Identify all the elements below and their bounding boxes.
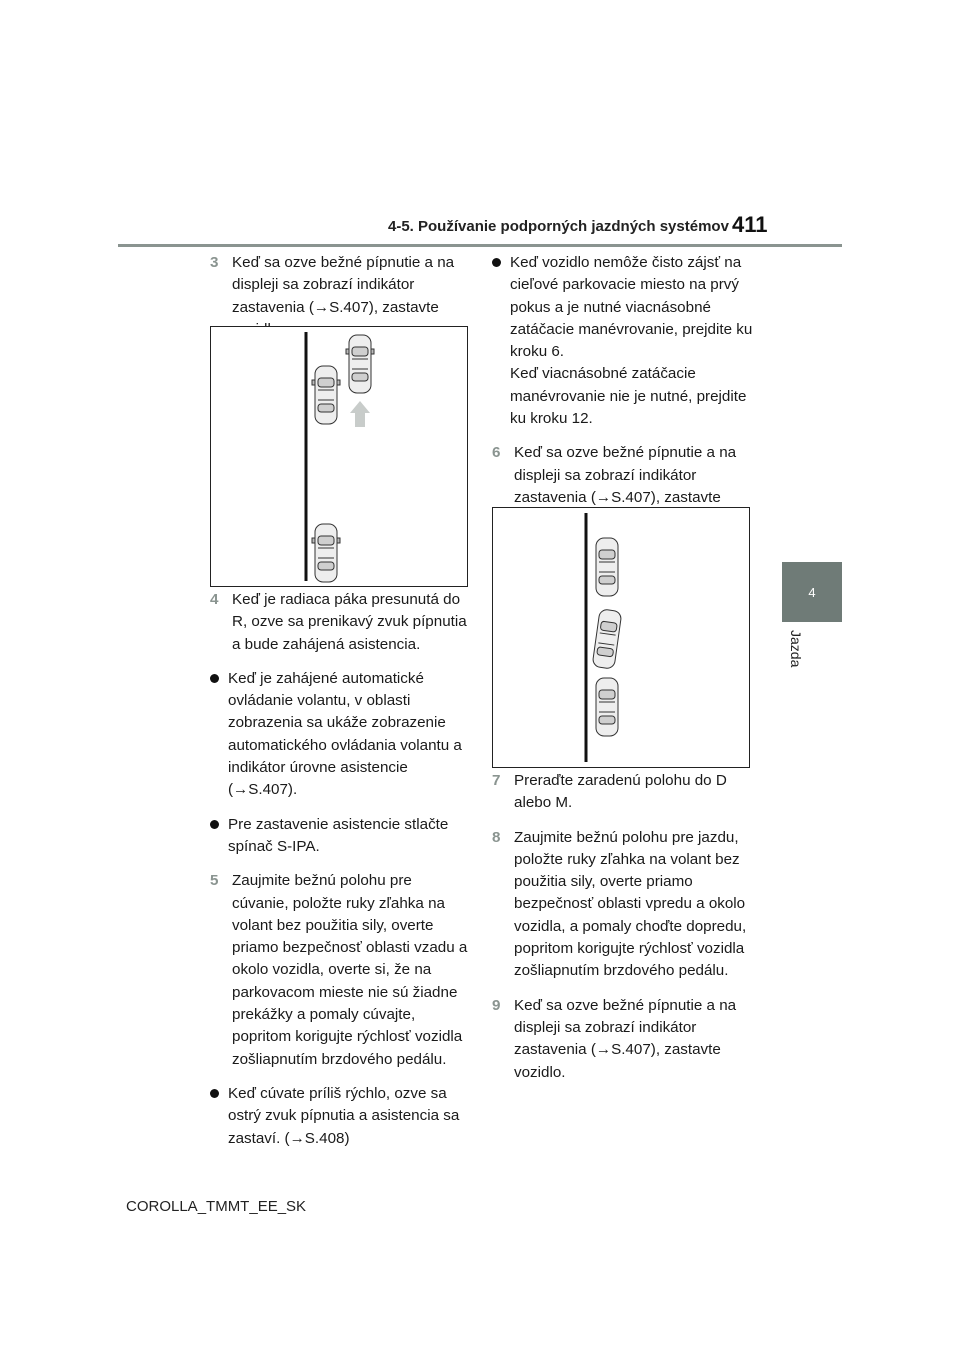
parked-car-front (596, 538, 618, 596)
bullet-text: Keď cúvate príliš rýchlo, ozve sa ostrý zvuk pípnutia a asistencia sa zastaví. (→S.408) (228, 1084, 460, 1147)
step-number: 4 (210, 591, 219, 608)
forward-arrow (350, 401, 370, 427)
page-number: 411 (732, 212, 768, 237)
parked-car-rear (596, 678, 618, 736)
bullet-text: Pre zastavenie asistencie stlačte spínač S-IPA. (228, 815, 449, 855)
bullet-text: Keď vozidlo nemôže čisto zájsť na cieľové parkovacie miesto na prvý pokus a je nutné viacnásobné zatáčacie manévrovanie, prejdite ku kroku 6. Keď viacnásobné zatáčacie manévrovanie nie je nutné, prejdite ku kroku 12. (510, 254, 753, 428)
document-code: COROLLA_TMMT_EE_SK (126, 1198, 307, 1215)
bullet-dot (492, 252, 510, 430)
step-number: 6 (492, 444, 501, 462)
step-8 (492, 827, 754, 983)
step-text: Preraďte zaradenú polohu do D alebo M. (514, 772, 727, 812)
parking-diagram-reverse (492, 507, 750, 768)
step-number: 5 (210, 872, 219, 890)
step-4 (210, 589, 472, 656)
step-text: Keď sa ozve bežné pípnutie a na displeji sa zobrazí indikátor zastavenia (→S.407), zastavte vozidlo. (232, 254, 455, 338)
bullet-too-fast (210, 1083, 472, 1150)
bullet-dot (210, 814, 228, 859)
parked-car-rear (312, 524, 340, 582)
chapter-number: 4 (808, 584, 816, 600)
step-text: Zaujmite bežnú polohu pre jazdu, položte ruky zľahka na volant bez použitia sily, overte priamo bezpečnosť oblasti vpredu a okolo vozidla, a pomaly choďte dopredu, popritom korigujte rýchlosť vozidla zošliapnutím brzdového pedálu. (514, 828, 747, 980)
parked-car-front (312, 366, 340, 424)
step-number: 9 (492, 996, 501, 1014)
bullet-dot (210, 1083, 228, 1150)
moving-car (346, 335, 374, 393)
right-column (492, 252, 754, 532)
left-column-cont (210, 589, 472, 1150)
chapter-name: Jazda (788, 630, 804, 668)
step-9 (492, 995, 754, 1084)
bullet-auto-steering (210, 668, 472, 802)
step-text: Zaujmite bežnú polohu pre cúvanie, položte ruky zľahka na volant bez použitia sily, overte priamo bezpečnosť oblasti vzadu a okolo vozidla, overte si, že na parkovacom mieste nie sú žiadne prekážky a pomaly cúvajte, popritom korigujte rýchlosť vozidla zošliapnutím brzdového pedálu. (232, 872, 468, 1068)
parking-diagram-stop (210, 326, 468, 587)
step-number: 3 (210, 254, 219, 271)
step-number: 8 (492, 828, 501, 846)
bullet-stop-assist (210, 814, 472, 859)
header-divider (118, 244, 842, 247)
chapter-tab (782, 562, 842, 622)
step-number: 7 (492, 772, 501, 789)
step-7 (492, 770, 754, 815)
step-5 (210, 870, 472, 1071)
step-text: Keď sa ozve bežné pípnutie a na displeji sa zobrazí indikátor zastavenia (→S.407), zastavte vozidlo. (514, 996, 737, 1081)
step-text: Keď sa ozve bežné pípnutie a na displeji sa zobrazí indikátor zastavenia (→S.407), zastavte vozidlo. (514, 444, 737, 529)
step-text: Keď je radiaca páka presunutá do R, ozve sa prenikavý zvuk pípnutia a bude zahájená asistencia. (232, 591, 467, 653)
bullet-text: Keď je zahájené automatické ovládanie volantu, v oblasti zobrazenia sa ukáže zobrazenie automatického ovládania volantu a indikátor úrovne asistencie (→S.407). (228, 669, 462, 799)
maneuvering-car (592, 609, 622, 669)
right-column-cont (492, 770, 754, 1084)
bullet-multiple-turns (492, 252, 754, 430)
section-title: 4-5. Používanie podporných jazdných systémov (388, 218, 729, 235)
bullet-dot (210, 668, 228, 802)
